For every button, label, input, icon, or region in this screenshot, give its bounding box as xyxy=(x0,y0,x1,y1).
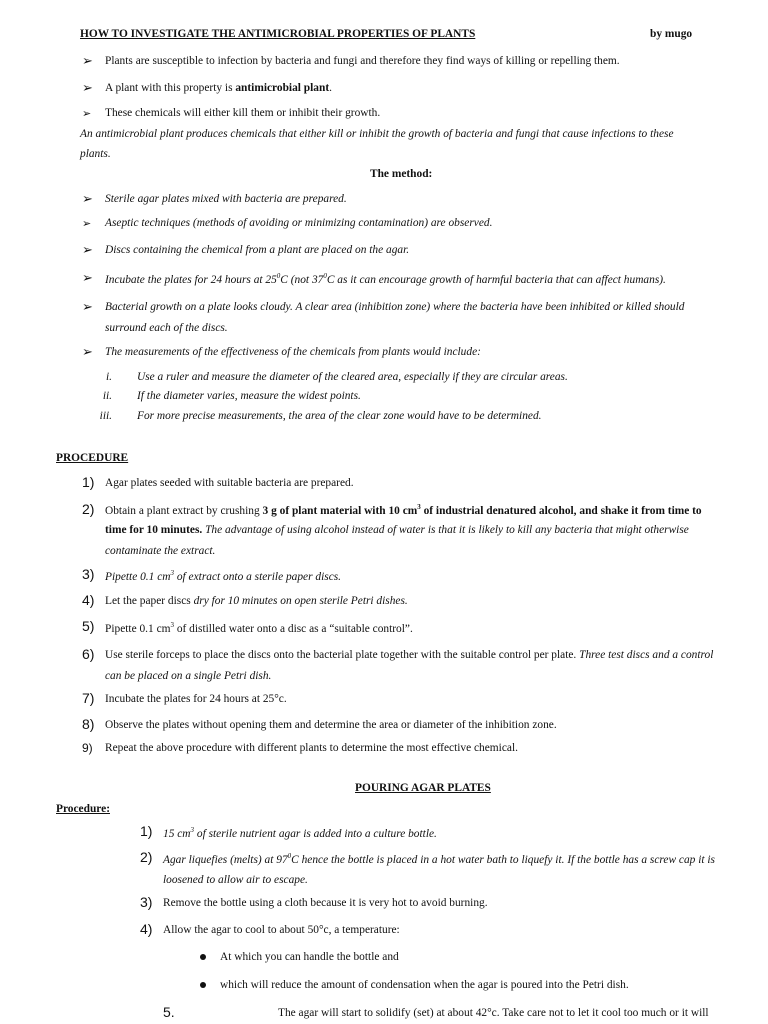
arrow-bullet-icon: ➢ xyxy=(82,81,93,96)
bullet-dot-icon xyxy=(200,954,206,960)
roman-numeral: i. xyxy=(105,371,112,383)
procedure-step: Pipette 0.1 $cm^3$ of distilled water onto a disc as a “suitable control”. xyxy=(105,621,413,635)
document-title: HOW TO INVESTIGATE THE ANTIMICROBIAL PROPERTIES OF PLANTS xyxy=(80,28,476,40)
arrow-bullet-icon: ➢ xyxy=(82,345,93,360)
method-subitem: If the diameter varies, measure the widest points. xyxy=(137,390,361,402)
step-number: 2) xyxy=(140,849,153,865)
method-item: Sterile agar plates mixed with bacteria are prepared. xyxy=(105,193,347,205)
procedure-step: Obtain a plant extract by crushing 3 g of plant material with 10 $cm^3$ of industrial denatured alcohol, and shake it from time to xyxy=(105,503,702,517)
method-item: Bacterial growth on a plate looks cloudy. A clear area (inhibition zone) where the bacteria have been inhibited or killed should xyxy=(105,301,685,313)
step-number: 4) xyxy=(140,921,153,937)
method-item: Aseptic techniques (methods of avoiding or minimizing contamination) are observed. xyxy=(105,217,493,229)
procedure-step: Pipette 0.1 $cm^3$ of extract onto a sterile paper discs. xyxy=(105,569,342,583)
arrow-bullet-icon: ➢ xyxy=(82,243,93,258)
procedure-heading: PROCEDURE xyxy=(56,452,129,464)
procedure-step: Incubate the plates for 24 hours at 25°c. xyxy=(105,693,287,705)
pouring-step: Remove the bottle using a cloth because it is very hot to avoid burning. xyxy=(163,897,488,909)
intro-bullet: Plants are susceptible to infection by bacteria and fungi and therefore they find ways of killing or repelling them. xyxy=(105,55,620,67)
arrow-bullet-icon: ➢ xyxy=(82,217,92,230)
pouring-subitem: which will reduce the amount of condensation when the agar is poured into the Petri dish. xyxy=(220,979,629,991)
step-number: 1) xyxy=(82,474,95,490)
arrow-bullet-icon: ➢ xyxy=(82,54,93,69)
step-number: 4) xyxy=(82,592,95,608)
step-number: 3) xyxy=(140,894,153,910)
procedure-step: time for 10 minutes. The advantage of using alcohol instead of water is that it is likely to kill any bacteria that might otherwise xyxy=(105,524,689,536)
bullet-dot-icon xyxy=(200,982,206,988)
pouring-subitem: At which you can handle the bottle and xyxy=(220,951,399,963)
arrow-bullet-icon: ➢ xyxy=(82,271,93,286)
method-item: surround each of the discs. xyxy=(105,322,228,334)
procedure-step: Use sterile forceps to place the discs onto the bacterial plate together with the suitable control per plate. Three test discs and a control xyxy=(105,649,714,661)
pouring-step: 15 $cm^3$ of sterile nutrient agar is added into a culture bottle. xyxy=(163,826,437,840)
pouring-subheading: Procedure: xyxy=(56,803,110,815)
method-subitem: Use a ruler and measure the diameter of the cleared area, especially if they are circular areas. xyxy=(137,371,568,383)
intro-paragraph: An antimicrobial plant produces chemicals that either kill or inhibit the growth of bacteria and fungi that cause infections to these xyxy=(80,128,674,140)
method-subitem: For more precise measurements, the area of the clear zone would have to be determined. xyxy=(137,410,542,422)
step-number: 5. xyxy=(163,1004,175,1020)
arrow-bullet-icon: ➢ xyxy=(82,300,93,315)
intro-paragraph: plants. xyxy=(80,148,111,160)
pouring-step: Agar liquefies (melts) at $97^0C$ hence the bottle is placed in a hot water bath to liquefy it. If the bottle has a screw cap it is xyxy=(163,852,715,866)
arrow-bullet-icon: ➢ xyxy=(82,192,93,207)
step-number: 8) xyxy=(82,716,95,732)
step-number: 2) xyxy=(82,501,95,517)
step-number: 3) xyxy=(82,566,95,582)
pouring-step: Allow the agar to cool to about 50°c, a temperature: xyxy=(163,924,400,936)
pouring-heading: POURING AGAR PLATES xyxy=(355,782,491,794)
pouring-step: loosened to allow air to escape. xyxy=(163,874,308,886)
roman-numeral: ii. xyxy=(102,390,112,402)
pouring-step: The agar will start to solidify (set) at about 42°c. Take care not to let it cool too much or it will xyxy=(278,1007,709,1019)
roman-numeral: iii. xyxy=(99,410,112,422)
procedure-step: Observe the plates without opening them and determine the area or diameter of the inhibition zone. xyxy=(105,719,557,731)
step-number: 1) xyxy=(140,823,153,839)
procedure-step: contaminate the extract. xyxy=(105,545,216,557)
method-item: Discs containing the chemical from a plant are placed on the agar. xyxy=(105,244,410,256)
method-item: Incubate the plates for 24 hours at $25^0C$ (not $37^0C$ as it can encourage growth of harmful bacteria that can affect humans). xyxy=(105,272,666,286)
arrow-bullet-icon: ➢ xyxy=(82,107,92,120)
method-item: The measurements of the effectiveness of the chemicals from plants would include: xyxy=(105,346,481,358)
procedure-step: Repeat the above procedure with different plants to determine the most effective chemical. xyxy=(105,742,518,754)
step-number: 6) xyxy=(82,646,95,662)
step-number: 5) xyxy=(82,618,95,634)
step-number: 9) xyxy=(82,741,93,755)
step-number: 7) xyxy=(82,690,95,706)
procedure-step: can be placed on a single Petri dish. xyxy=(105,670,272,682)
intro-bullet: A plant with this property is antimicrobial plant. xyxy=(105,82,332,94)
method-heading: The method: xyxy=(370,168,433,180)
procedure-step: Let the paper discs dry for 10 minutes on open sterile Petri dishes. xyxy=(105,595,408,607)
intro-bullet: These chemicals will either kill them or inhibit their growth. xyxy=(105,107,381,119)
procedure-step: Agar plates seeded with suitable bacteria are prepared. xyxy=(105,477,354,489)
author: by mugo xyxy=(650,28,693,40)
